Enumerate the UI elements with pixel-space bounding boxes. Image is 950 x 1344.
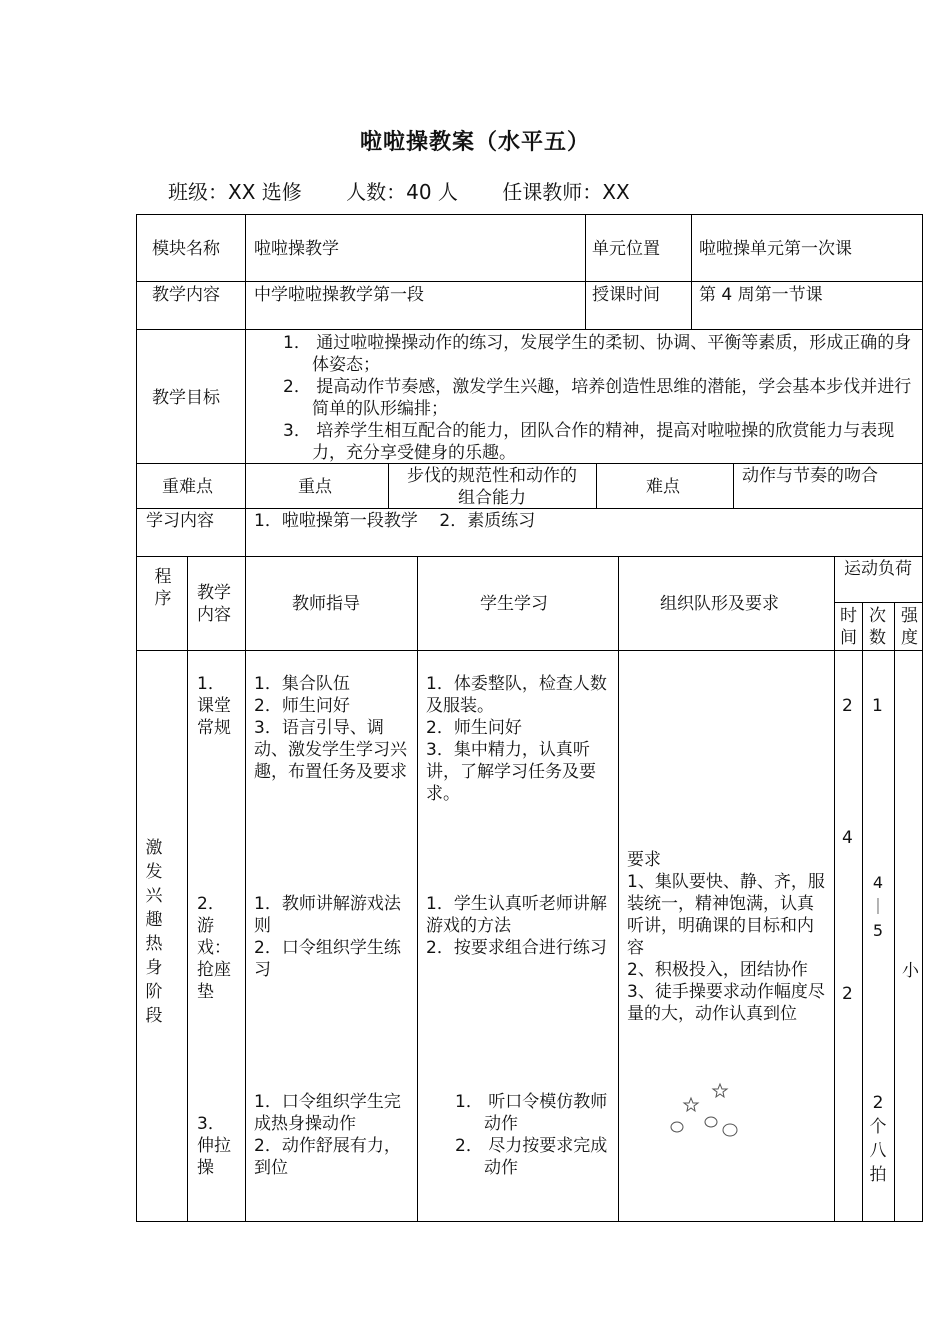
circle-icon [671, 1122, 683, 1132]
goal-label: 教学目标 [152, 388, 220, 408]
row1-times: 1 [872, 696, 883, 716]
header-times: 次数 [869, 606, 886, 648]
circle-icon [723, 1124, 737, 1136]
page-title: 啦啦操教案（水平五） [359, 130, 590, 155]
row3-teacher-line: 1．口令组织学生完成热身操动作 [254, 1092, 401, 1134]
key-label: 重点 [298, 477, 332, 497]
header-student: 学生学习 [480, 594, 548, 614]
class-info-line [168, 176, 668, 205]
student-count: 人数：40 人 [346, 180, 458, 204]
unit-label: 单元位置 [592, 239, 660, 259]
row2-teacher-line: 1．教师讲解游戏法则 [254, 894, 401, 936]
row1-teacher-line: 1．集合队伍 [254, 674, 350, 694]
row1-teacher-line: 2．师生问好 [254, 696, 350, 716]
row2-content: 2．游戏：抢座垫 [197, 894, 231, 1002]
star-icon [684, 1098, 698, 1111]
row2-time-a: 4 [842, 828, 853, 848]
key-value: 步伐的规范性和动作的组合能力 [407, 466, 577, 508]
requirements [627, 849, 827, 1025]
module-label: 模块名称 [152, 239, 220, 259]
row3-student-line: 2． 尽力按要求完成动作 [455, 1136, 608, 1178]
unit-value: 啦啦操单元第一次课 [699, 239, 852, 259]
goal-list [283, 332, 916, 464]
row2-times: 4｜5 [869, 873, 886, 940]
requirements-heading: 要求 [627, 850, 661, 870]
learn-label: 学习内容 [146, 511, 214, 531]
header-organization: 组织队形及要求 [660, 594, 779, 614]
row1-student-line: 3．集中精力，认真听讲，了解学习任务及要求。 [426, 740, 596, 804]
row2-time-b: 2 [842, 984, 853, 1004]
module-value: 啦啦操教学 [254, 239, 339, 259]
row1-teacher-line: 3．语言引导、调动、激发学生学习兴趣，布置任务及要求 [254, 718, 407, 782]
teacher-info: 任课教师：XX [502, 180, 630, 204]
row3-times: 2个八拍 [869, 1093, 887, 1185]
row1-student-line: 2．师生问好 [426, 718, 522, 738]
difficulty-label: 重难点 [162, 477, 213, 497]
goal-item: 2． 提高动作节奏感，激发学生兴趣，培养创造性思维的潜能，学会基本步伐并进行简单的队形编排； [283, 377, 912, 419]
row2-teacher [254, 893, 412, 981]
header-load: 运动负荷 [844, 559, 912, 579]
row1-time: 2 [842, 696, 853, 716]
row3-student [455, 1091, 614, 1179]
goal-item: 1． 通过啦啦操操动作的练习，发展学生的柔韧、协调、平衡等素质，形成正确的身体姿态； [283, 333, 912, 375]
requirement-item: 2、积极投入，团结协作 [627, 960, 808, 980]
hard-label: 难点 [646, 477, 680, 497]
content-label: 教学内容 [152, 285, 220, 305]
hard-value: 动作与节奏的吻合 [742, 466, 878, 486]
time-label: 授课时间 [592, 285, 660, 305]
requirement-item: 1、集队要快、静、齐，服装统一，精神饱满，认真听讲，明确课的目标和内容 [627, 872, 825, 958]
header-teacher: 教师指导 [292, 594, 360, 614]
header-content: 教学内容 [197, 583, 231, 625]
content-value: 中学啦啦操教学第一段 [254, 285, 424, 305]
row1-student-line: 1．体委整队，检查人数及服装。 [426, 674, 607, 716]
class-info: 班级：XX 选修 [168, 180, 302, 204]
row3-teacher [254, 1091, 412, 1179]
star-icon [713, 1084, 727, 1097]
intensity-value: 小 [902, 961, 919, 981]
time-value: 第 4 周第一节课 [699, 285, 823, 305]
requirement-item: 3、徒手操要求动作幅度尽量的大，动作认真到位 [627, 982, 825, 1024]
stage-label: 激发兴趣热身阶段 [145, 838, 163, 1026]
header-procedure: 程序 [154, 567, 172, 609]
header-time: 时间 [840, 606, 857, 648]
goal-item: 3． 培养学生相互配合的能力，团队合作的精神，提高对啦啦操的欣赏能力与表现力，充分享受健身的乐趣。 [283, 421, 895, 463]
row2-student [426, 893, 614, 959]
learn-value: 1．啦啦操第一段教学 2．素质练习 [254, 511, 536, 531]
header-intensity: 强度 [901, 606, 918, 648]
row1-content: 1．课堂常规 [197, 674, 231, 738]
row1-teacher [254, 673, 412, 783]
row3-content: 3．伸拉操 [197, 1114, 231, 1178]
circle-icon [705, 1117, 717, 1127]
formation-diagram-icon [660, 1082, 750, 1142]
row3-student-line: 1． 听口令模仿教师动作 [455, 1092, 608, 1134]
row3-teacher-line: 2．动作舒展有力，到位 [254, 1136, 401, 1178]
row1-student [426, 673, 614, 805]
row2-teacher-line: 2．口令组织学生练习 [254, 938, 401, 980]
row2-student-line: 1．学生认真听老师讲解游戏的方法 [426, 894, 607, 936]
row2-student-line: 2．按要求组合进行练习 [426, 938, 607, 958]
